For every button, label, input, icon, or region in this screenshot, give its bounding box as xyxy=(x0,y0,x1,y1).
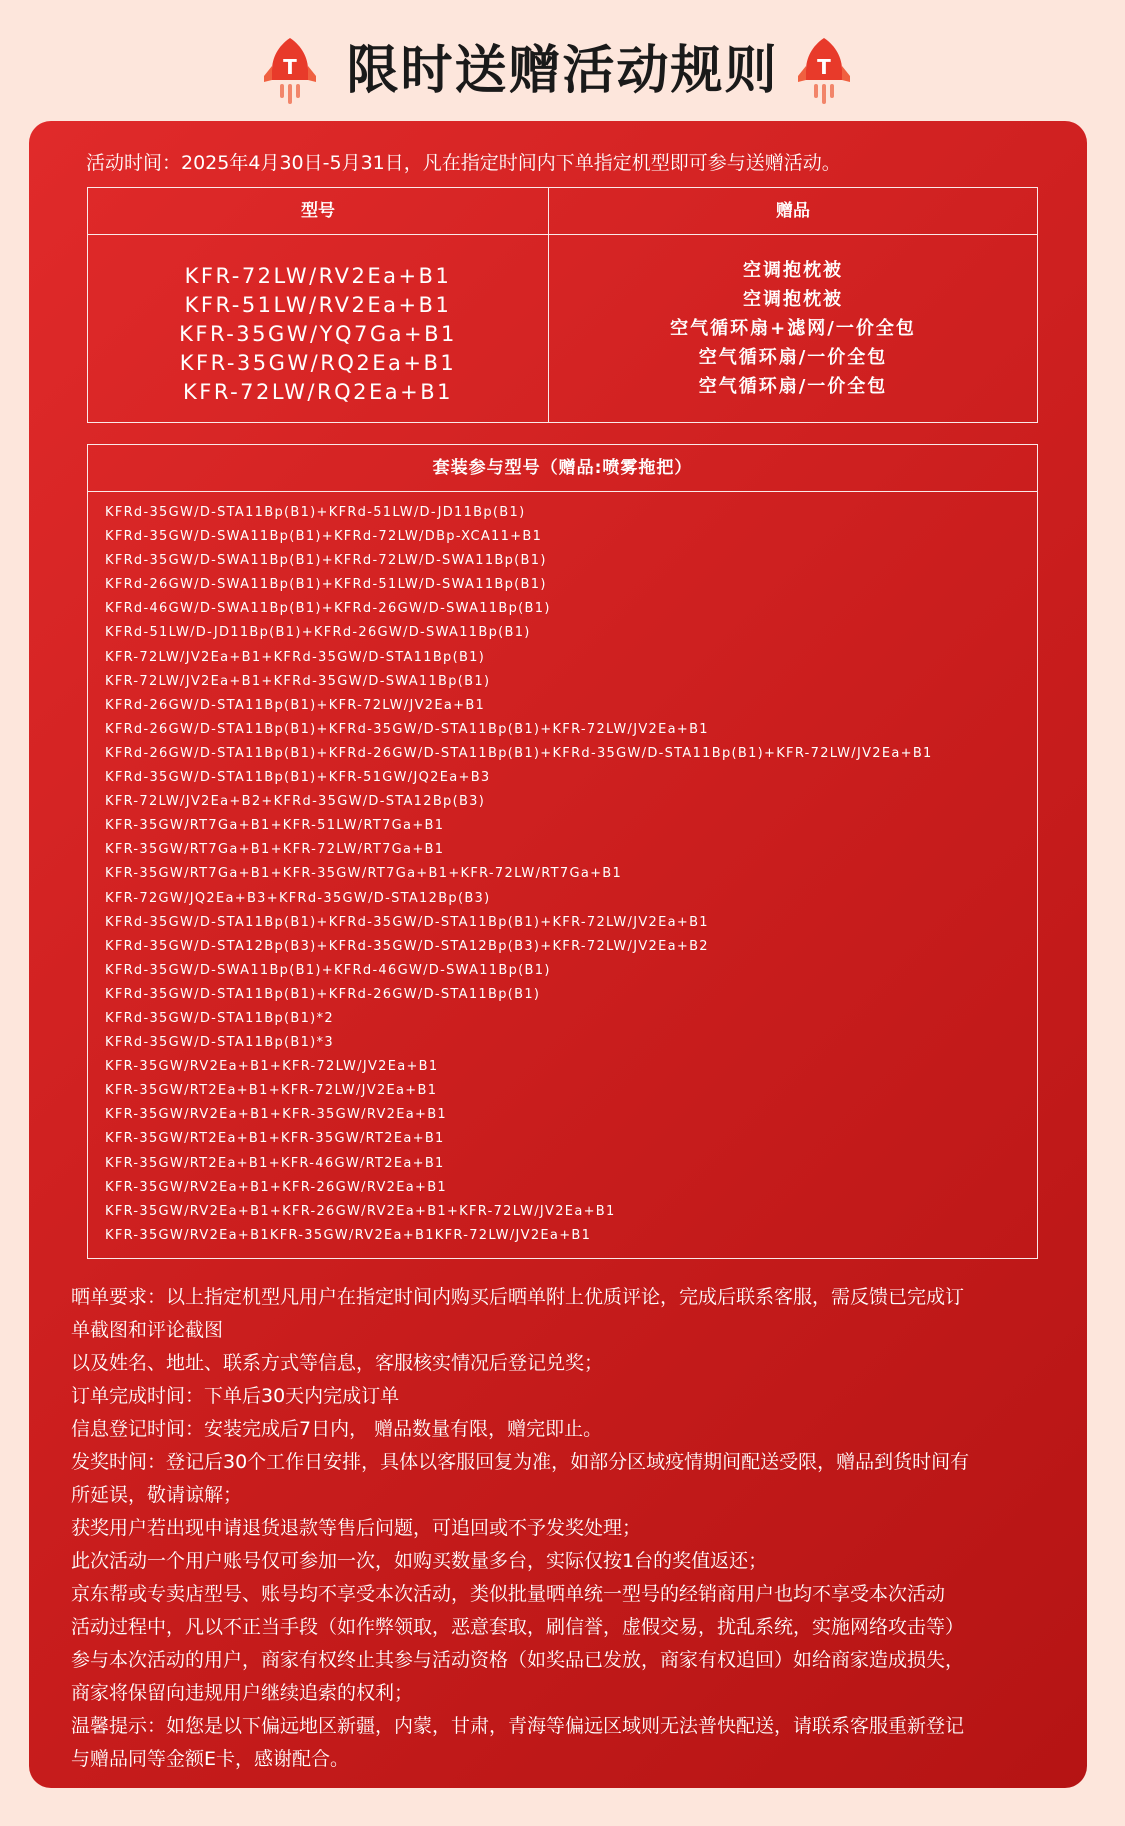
combo-item: KFRd-26GW/D-STA11Bp(B1)+KFRd-26GW/D-STA11Bp(B1)+KFRd-35GW/D-STA11Bp(B1)+KFR-72LW/JV2Ea+B1 xyxy=(105,745,933,761)
combo-item: KFR-35GW/RV2Ea+B1+KFR-26GW/RV2Ea+B1 xyxy=(105,1179,447,1195)
note-line: 单截图和评论截图 xyxy=(71,1319,224,1341)
combo-item: KFR-35GW/RT7Ga+B1+KFR-51LW/RT7Ga+B1 xyxy=(105,818,445,834)
note-line: 商家将保留向违规用户继续追索的权利； xyxy=(71,1682,414,1704)
note-line: 晒单要求：以上指定机型凡用户在指定时间内购买后晒单附上优质评论，完成后联系客服，需反馈已完成订 xyxy=(71,1286,965,1308)
model-item: KFR-35GW/RQ2Ea+B1 xyxy=(179,351,457,375)
combo-item: KFR-35GW/RV2Ea+B1KFR-35GW/RV2Ea+B1KFR-72LW/JV2Ea+B1 xyxy=(105,1227,592,1243)
combo-item: KFR-35GW/RT7Ga+B1+KFR-35GW/RT7Ga+B1+KFR-72LW/RT7Ga+B1 xyxy=(105,866,623,882)
combo-item: KFR-35GW/RT2Ea+B1+KFR-72LW/JV2Ea+B1 xyxy=(105,1083,438,1099)
model-item: KFR-72LW/RQ2Ea+B1 xyxy=(183,380,453,404)
combo-item: KFRd-35GW/D-SWA11Bp(B1)+KFRd-72LW/DBp-XCA11+B1 xyxy=(105,529,543,545)
combo-table xyxy=(87,444,1038,1259)
combo-item: KFR-35GW/RT7Ga+B1+KFR-72LW/RT7Ga+B1 xyxy=(105,842,445,858)
note-line: 获奖用户若出现申请退货退款等售后问题，可追回或不予发奖处理； xyxy=(71,1517,642,1539)
gift-list xyxy=(548,256,1038,401)
rules-notes xyxy=(71,1281,1061,1776)
combo-item: KFRd-35GW/D-STA11Bp(B1)+KFRd-51LW/D-JD11Bp(B1) xyxy=(105,505,526,520)
note-line: 以及姓名、地址、联系方式等信息，客服核实情况后登记兑奖； xyxy=(71,1352,604,1374)
model-column-header: 型号 xyxy=(301,201,335,221)
combo-item: KFRd-26GW/D-SWA11Bp(B1)+KFRd-51LW/D-SWA11Bp(B1) xyxy=(105,577,547,593)
combo-item: KFRd-35GW/D-STA11Bp(B1)+KFRd-35GW/D-STA11Bp(B1)+KFR-72LW/JV2Ea+B1 xyxy=(105,914,709,930)
model-item: KFR-72LW/RV2Ea+B1 xyxy=(184,264,452,288)
combo-item: KFRd-35GW/D-STA11Bp(B1)*2 xyxy=(105,1010,334,1026)
gift-item: 空调抱枕被 xyxy=(743,289,843,310)
note-line: 与赠品同等金额E卡，感谢配合。 xyxy=(71,1748,350,1770)
combo-item: KFRd-35GW/D-STA11Bp(B1)*3 xyxy=(105,1035,334,1051)
combo-item: KFR-35GW/RV2Ea+B1+KFR-72LW/JV2Ea+B1 xyxy=(105,1059,439,1075)
table-divider xyxy=(88,234,1037,235)
gift-table xyxy=(87,187,1038,423)
combo-item: KFRd-26GW/D-STA11Bp(B1)+KFR-72LW/JV2Ea+B1 xyxy=(105,697,486,713)
combo-item: KFRd-35GW/D-STA11Bp(B1)+KFR-51GW/JQ2Ea+B3 xyxy=(105,770,491,786)
note-line: 发奖时间：登记后30个工作日安排，具体以客服回复为准，如部分区域疫情期间配送受限，赠品到货时间有 xyxy=(71,1451,970,1473)
svg-text:T: T xyxy=(817,55,831,79)
combo-item: KFR-35GW/RT2Ea+B1+KFR-35GW/RT2Ea+B1 xyxy=(105,1131,445,1147)
combo-item: KFR-72LW/JV2Ea+B1+KFRd-35GW/D-SWA11Bp(B1) xyxy=(105,673,491,689)
combo-item: KFR-35GW/RT2Ea+B1+KFR-46GW/RT2Ea+B1 xyxy=(105,1155,445,1171)
combo-item: KFRd-35GW/D-STA12Bp(B3)+KFRd-35GW/D-STA12Bp(B3)+KFR-72LW/JV2Ea+B2 xyxy=(105,938,709,954)
combo-table-header: 套装参与型号（赠品:喷雾拖把） xyxy=(432,458,693,478)
combo-item: KFR-72LW/JV2Ea+B2+KFRd-35GW/D-STA12Bp(B3) xyxy=(105,794,486,810)
page-header xyxy=(0,0,1125,120)
activity-time: 活动时间：2025年4月30日-5月31日，凡在指定时间内下单指定机型即可参与送赠活动。 xyxy=(86,152,841,174)
model-list xyxy=(88,262,548,407)
table-divider xyxy=(88,491,1037,492)
combo-item: KFRd-26GW/D-STA11Bp(B1)+KFRd-35GW/D-STA11Bp(B1)+KFR-72LW/JV2Ea+B1 xyxy=(105,721,709,737)
combo-item: KFRd-35GW/D-SWA11Bp(B1)+KFRd-72LW/D-SWA11Bp(B1) xyxy=(105,553,547,569)
rocket-logo-icon xyxy=(796,36,852,106)
combo-item: KFR-35GW/RV2Ea+B1+KFR-35GW/RV2Ea+B1 xyxy=(105,1107,447,1123)
combo-item: KFR-35GW/RV2Ea+B1+KFR-26GW/RV2Ea+B1+KFR-72LW/JV2Ea+B1 xyxy=(105,1203,616,1219)
note-line: 京东帮或专卖店型号、账号均不享受本次活动，类似批量晒单统一型号的经销商用户也均不享受本次活动 xyxy=(71,1583,946,1605)
combo-item: KFRd-51LW/D-JD11Bp(B1)+KFRd-26GW/D-SWA11Bp(B1) xyxy=(105,625,531,641)
note-line: 所延误，敬请谅解； xyxy=(71,1484,243,1506)
page-title: 限时送赠活动规则 xyxy=(346,41,779,101)
note-line: 信息登记时间：安装完成后7日内， 赠品数量有限，赠完即止。 xyxy=(71,1418,603,1440)
model-item: KFR-35GW/YQ7Ga+B1 xyxy=(179,322,457,346)
note-line: 此次活动一个用户账号仅可参加一次，如购买数量多台，实际仅按1台的奖值返还； xyxy=(71,1550,768,1572)
model-item: KFR-51LW/RV2Ea+B1 xyxy=(184,293,452,317)
gift-item: 空调抱枕被 xyxy=(743,260,843,281)
combo-item: KFR-72GW/JQ2Ea+B3+KFRd-35GW/D-STA12Bp(B3) xyxy=(105,890,491,906)
note-line: 温馨提示：如您是以下偏远地区新疆，内蒙，甘肃，青海等偏远区域则无法普快配送，请联系客服重新登记 xyxy=(71,1715,965,1737)
gift-column-header: 赠品 xyxy=(776,201,810,221)
combo-item: KFRd-35GW/D-SWA11Bp(B1)+KFRd-46GW/D-SWA11Bp(B1) xyxy=(105,962,551,978)
combo-item: KFRd-35GW/D-STA11Bp(B1)+KFRd-26GW/D-STA11Bp(B1) xyxy=(105,986,541,1002)
note-line: 订单完成时间：下单后30天内完成订单 xyxy=(71,1385,400,1407)
gift-item: 空气循环扇+滤网/一价全包 xyxy=(670,318,916,339)
gift-item: 空气循环扇/一价全包 xyxy=(698,347,888,368)
note-line: 参与本次活动的用户，商家有权终止其参与活动资格（如奖品已发放，商家有权追回）如给商家造成损失， xyxy=(71,1649,965,1671)
combo-item: KFR-72LW/JV2Ea+B1+KFRd-35GW/D-STA11Bp(B1) xyxy=(105,649,486,665)
svg-text:T: T xyxy=(283,55,297,79)
combo-item: KFRd-46GW/D-SWA11Bp(B1)+KFRd-26GW/D-SWA11Bp(B1) xyxy=(105,601,551,617)
gift-item: 空气循环扇/一价全包 xyxy=(698,376,888,397)
combo-list xyxy=(105,501,933,1248)
note-line: 活动过程中，凡以不正当手段（如作弊领取，恶意套取，刷信誉，虚假交易，扰乱系统，实施网络攻击等） xyxy=(71,1616,965,1638)
